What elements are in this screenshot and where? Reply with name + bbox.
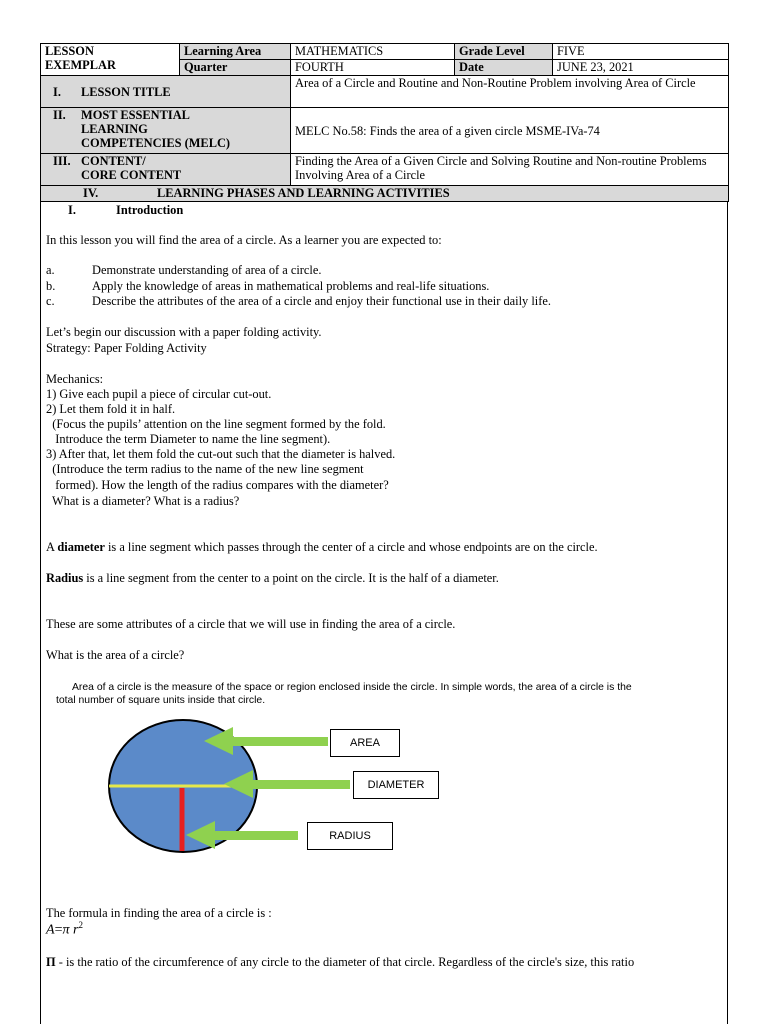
grade-level-label: Grade Level	[455, 44, 553, 60]
phases-num: IV.	[83, 186, 99, 200]
formula-lhs: A	[46, 922, 55, 938]
objective-c-text: Describe the attributes of the area of a circle and enjoy their functional use in their daily life.	[92, 294, 551, 308]
mechanics-line-3: (Focus the pupils’ attention on the line segment formed by the fold.	[46, 417, 386, 431]
date-label: Date	[455, 60, 553, 76]
formula-pi: π	[62, 922, 70, 938]
diameter-label-box	[353, 771, 439, 799]
radius-term: Radius	[46, 571, 84, 585]
diameter-def: is a line segment which passes through the center of a circle and whose endpoints are on the circle.	[104, 540, 598, 554]
intro-num: I.	[68, 203, 76, 217]
lesson-title-label: LESSON TITLE	[81, 84, 171, 99]
strategy-text: Strategy: Paper Folding Activity	[46, 341, 207, 355]
quarter-label: Quarter	[180, 60, 291, 76]
area-label: AREA	[350, 737, 380, 749]
melc-num: II.	[53, 108, 66, 122]
melc-label-line-2: LEARNING	[81, 122, 148, 136]
pi-def: - is the ratio of the circumference of any circle to the diameter of that circle. Regardless of the circle's size, this ratio	[55, 955, 635, 969]
area-description-line-1: Area of a circle is the measure of the space or region enclosed inside the circle. In simple words, the area of a circle is the	[72, 682, 632, 693]
area-question: What is the area of a circle?	[46, 648, 185, 662]
begin-text: Let’s begin our discussion with a paper folding activity.	[46, 325, 322, 339]
mechanics-line-8: What is a diameter? What is a radius?	[46, 494, 240, 508]
formula-exponent: 2	[78, 920, 83, 930]
mechanics-title: Mechanics:	[46, 372, 104, 386]
grade-level-value: FIVE	[553, 44, 729, 60]
date-value: JUNE 23, 2021	[553, 60, 729, 76]
learning-area-value: MATHEMATICS	[291, 44, 455, 60]
objective-a-text: Demonstrate understanding of area of a circle.	[92, 263, 322, 277]
radius-label-box	[307, 822, 393, 850]
mechanics-line-1: 1) Give each pupil a piece of circular cut-out.	[46, 387, 272, 401]
area-description-line-2: total number of square units inside that circle.	[56, 695, 266, 706]
mechanics-line-6: (Introduce the term radius to the name of the new line segment	[46, 462, 364, 476]
area-label-box	[330, 729, 400, 757]
melc-label-line-1: MOST ESSENTIAL	[81, 108, 190, 122]
objective-a-letter: a.	[46, 263, 55, 277]
diameter-label: DIAMETER	[367, 779, 425, 791]
content-num: III.	[53, 154, 71, 168]
formula-equals: =	[54, 922, 63, 938]
lesson-exemplar-line-2: EXEMPLAR	[45, 58, 116, 72]
quarter-value: FOURTH	[291, 60, 455, 76]
diameter-term: diameter	[57, 540, 105, 554]
formula-r: r	[72, 922, 79, 938]
lesson-exemplar-line-1: LESSON	[45, 44, 94, 58]
mechanics-line-7: formed). How the length of the radius compares with the diameter?	[46, 478, 389, 492]
objective-b-text: Apply the knowledge of areas in mathematical problems and real-life situations.	[92, 279, 490, 293]
lesson-title-num: I.	[53, 84, 61, 99]
area-formula	[46, 920, 83, 939]
attributes-text: These are some attributes of a circle that we will use in finding the area of a circle.	[46, 617, 456, 631]
content-value: Finding the Area of a Given Circle and Solving Routine and Non-routine Problems Involving Area of a Circle	[291, 154, 729, 186]
mechanics-line-2: 2) Let them fold it in half.	[46, 402, 176, 416]
mechanics-line-4: Introduce the term Diameter to name the line segment).	[46, 432, 331, 446]
pi-symbol: Π	[46, 955, 56, 969]
mechanics-line-5: 3) After that, let them fold the cut-out such that the diameter is halved.	[46, 447, 396, 461]
intro-lead: In this lesson you will find the area of a circle. As a learner you are expected to:	[46, 233, 442, 247]
phases-label: LEARNING PHASES AND LEARNING ACTIVITIES	[157, 186, 450, 200]
intro-heading: Introduction	[116, 203, 184, 217]
radius-label: RADIUS	[329, 830, 371, 842]
objective-b-letter: b.	[46, 279, 56, 293]
diameter-pre: A	[46, 540, 58, 554]
learning-area-label: Learning Area	[180, 44, 291, 60]
objective-c-letter: c.	[46, 294, 55, 308]
melc-value: MELC No.58: Finds the area of a given circle MSME-IVa-74	[291, 108, 729, 154]
radius-def: is a line segment from the center to a point on the circle. It is the half of a diameter.	[83, 571, 499, 585]
content-label-line-1: CONTENT/	[81, 154, 146, 168]
lesson-title-value: Area of a Circle and Routine and Non-Routine Problem involving Area of Circle	[291, 76, 729, 108]
pi-definition	[46, 955, 634, 970]
content-label-line-2: CORE CONTENT	[81, 168, 182, 182]
formula-intro: The formula in finding the area of a circle is :	[46, 906, 272, 920]
melc-label-line-3: COMPETENCIES (MELC)	[81, 136, 231, 150]
